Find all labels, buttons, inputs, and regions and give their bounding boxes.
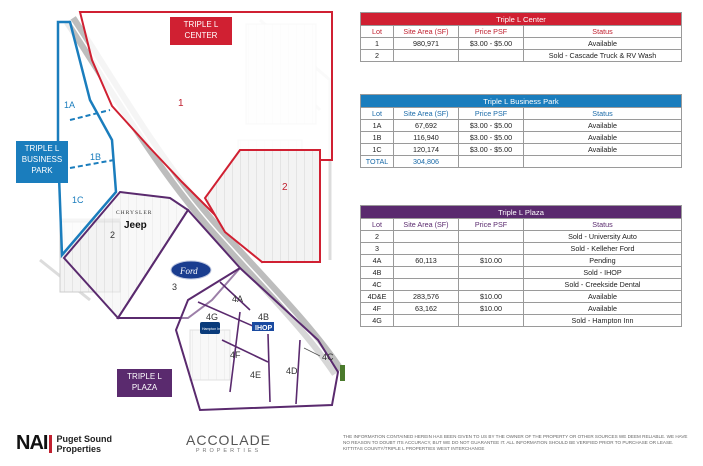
cell-lot: 4C — [361, 279, 394, 291]
cell-price — [459, 267, 524, 279]
business-park-label — [16, 141, 68, 183]
disclaimer-text: THE INFORMATION CONTAINED HEREIN HAS BEEN GIVEN TO US BY THE OWNER OF THE PROPERTY OR OTHER SOURCES WE DEEM RELIABLE. WE HAVE NO REASON TO DOUBT ITS ACCURACY, BUT WE DO NOT GUARANTEE IT. ALL INFORMATION SHOULD BE VERIFIED PRIOR TO PURCHASE OR LEASE. — [343, 434, 688, 445]
cell-lot: 3 — [361, 243, 394, 255]
plaza-lot-4e-label: 4E — [250, 370, 262, 380]
cell-status: Available — [524, 120, 682, 132]
center-table-title: Triple L Center — [361, 13, 682, 26]
col-site-area: Site Area (SF) — [394, 26, 459, 38]
center-label-line-2: CENTER — [184, 31, 218, 40]
table-row — [361, 303, 682, 315]
cell-total-area: 304,806 — [394, 156, 459, 168]
creekside-logo — [340, 365, 345, 381]
cell-area: 63,162 — [394, 303, 459, 315]
bp-table-title: Triple L Business Park — [361, 95, 682, 108]
plaza-label-line-1: TRIPLE L — [127, 372, 162, 381]
triple-l-center-table — [360, 12, 682, 62]
cell-lot: 4A — [361, 255, 394, 267]
table-row — [361, 38, 682, 50]
cell-price — [459, 279, 524, 291]
nai-logo — [16, 432, 112, 455]
nai-line-1: Puget Sound — [56, 433, 112, 444]
table-row — [361, 315, 682, 327]
cell-price: $3.00 - $5.00 — [459, 144, 524, 156]
cell-area: 283,576 — [394, 291, 459, 303]
plaza-lot-4c-label: 4C — [322, 352, 334, 362]
table-row — [361, 231, 682, 243]
table-row — [361, 132, 682, 144]
col-lot: Lot — [361, 108, 394, 120]
nai-red-slash — [49, 435, 52, 453]
table-row — [361, 243, 682, 255]
center-lot-2-label: 2 — [282, 182, 288, 193]
table-row — [361, 120, 682, 132]
cell-lot: 1 — [361, 38, 394, 50]
cell-price: $3.00 - $5.00 — [459, 120, 524, 132]
accolade-logo — [186, 432, 271, 454]
plaza-lot-3-label: 3 — [172, 282, 178, 292]
cell-lot: 4B — [361, 267, 394, 279]
col-status: Status — [524, 219, 682, 231]
disclaimer-ref: KITTITAS COUNTY/TRIPLE L PROPERTIES WEST INTERCHANGE — [343, 446, 485, 451]
bp-lot-1a-label: 1A — [64, 100, 76, 110]
cell-area — [394, 243, 459, 255]
plaza-lot-4d-label: 4D — [286, 366, 298, 376]
table-row — [361, 291, 682, 303]
col-site-area: Site Area (SF) — [394, 108, 459, 120]
cell-area — [394, 50, 459, 62]
ford-logo: Ford — [180, 266, 198, 276]
bp-label-line-3: PARK — [31, 166, 53, 175]
cell-area — [394, 231, 459, 243]
cell-status: Sold - Cascade Truck & RV Wash — [524, 50, 682, 62]
cell-lot: 4F — [361, 303, 394, 315]
hampton-logo: Hampton Inn — [202, 327, 223, 331]
plaza-lot-4g-label: 4G — [206, 312, 219, 322]
cell-status: Sold - Kelleher Ford — [524, 243, 682, 255]
col-status: Status — [524, 26, 682, 38]
jeep-logo: Jeep — [124, 220, 147, 231]
bp-label-line-1: TRIPLE L — [24, 144, 60, 153]
cell-lot: 2 — [361, 231, 394, 243]
cell-status: Pending — [524, 255, 682, 267]
cell-price — [459, 315, 524, 327]
plaza-lot-4a-label: 4A — [232, 294, 244, 304]
accolade-sub: PROPERTIES — [195, 448, 262, 454]
cell-status: Available — [524, 38, 682, 50]
nai-mark: NAI — [16, 432, 48, 454]
cell-area: 120,174 — [394, 144, 459, 156]
cell-status: Available — [524, 144, 682, 156]
cell-lot: 4G — [361, 315, 394, 327]
cell-price: $10.00 — [459, 303, 524, 315]
cell-area — [394, 279, 459, 291]
cell-area — [394, 267, 459, 279]
table-row — [361, 255, 682, 267]
plaza-table-title: Triple L Plaza — [361, 206, 682, 219]
col-price: Price PSF — [459, 108, 524, 120]
table-row — [361, 50, 682, 62]
ihop-logo: IHOP — [255, 325, 273, 332]
cell-status: Available — [524, 291, 682, 303]
col-lot: Lot — [361, 219, 394, 231]
cell-area: 980,971 — [394, 38, 459, 50]
cell-total-status — [524, 156, 682, 168]
col-price: Price PSF — [459, 219, 524, 231]
col-lot: Lot — [361, 26, 394, 38]
col-site-area: Site Area (SF) — [394, 219, 459, 231]
plaza-lot-4b-label: 4B — [258, 312, 270, 322]
table-row — [361, 279, 682, 291]
cell-area — [394, 315, 459, 327]
cell-status: Sold - Creekside Dental — [524, 279, 682, 291]
site-map — [0, 0, 345, 420]
plaza-lot-4f-label: 4F — [230, 350, 241, 360]
triple-l-center-label — [170, 17, 232, 45]
cell-area: 60,113 — [394, 255, 459, 267]
bp-lot-1c-label: 1C — [72, 195, 84, 205]
cell-lot: 1C — [361, 144, 394, 156]
total-row — [361, 156, 682, 168]
bp-lot-1b-label: 1B — [90, 152, 102, 162]
col-status: Status — [524, 108, 682, 120]
cell-status: Sold - University Auto — [524, 231, 682, 243]
cell-status: Sold - IHOP — [524, 267, 682, 279]
cell-lot: 1B — [361, 132, 394, 144]
cell-total-label: TOTAL — [361, 156, 394, 168]
cell-price: $3.00 - $5.00 — [459, 38, 524, 50]
cell-price: $10.00 — [459, 291, 524, 303]
table-row — [361, 144, 682, 156]
col-price: Price PSF — [459, 26, 524, 38]
bp-label-line-2: BUSINESS — [21, 155, 63, 164]
nai-line-2: Properties — [56, 443, 101, 454]
plaza-label-line-2: PLAZA — [131, 383, 158, 392]
cell-area: 67,692 — [394, 120, 459, 132]
plaza-lot-2-label: 2 — [110, 230, 116, 240]
business-park-table — [360, 94, 682, 168]
plaza-label — [117, 369, 172, 397]
cell-lot: 1A — [361, 120, 394, 132]
center-lot-1-label: 1 — [178, 98, 184, 109]
cell-price: $10.00 — [459, 255, 524, 267]
accolade-text: ACCOLADE — [186, 432, 272, 448]
cell-price — [459, 50, 524, 62]
plaza-table — [360, 205, 682, 327]
cell-lot: 4D&E — [361, 291, 394, 303]
chrysler-logo: CHRYSLER — [116, 210, 153, 216]
cell-price — [459, 231, 524, 243]
cell-status: Sold - Hampton Inn — [524, 315, 682, 327]
cell-status: Available — [524, 132, 682, 144]
disclaimer — [343, 434, 693, 452]
table-row — [361, 267, 682, 279]
cell-price: $3.00 - $5.00 — [459, 132, 524, 144]
cell-price — [459, 243, 524, 255]
cell-area: 116,940 — [394, 132, 459, 144]
cell-lot: 2 — [361, 50, 394, 62]
cell-status: Available — [524, 303, 682, 315]
center-label-line-1: TRIPLE L — [183, 20, 219, 29]
cell-total-price — [459, 156, 524, 168]
